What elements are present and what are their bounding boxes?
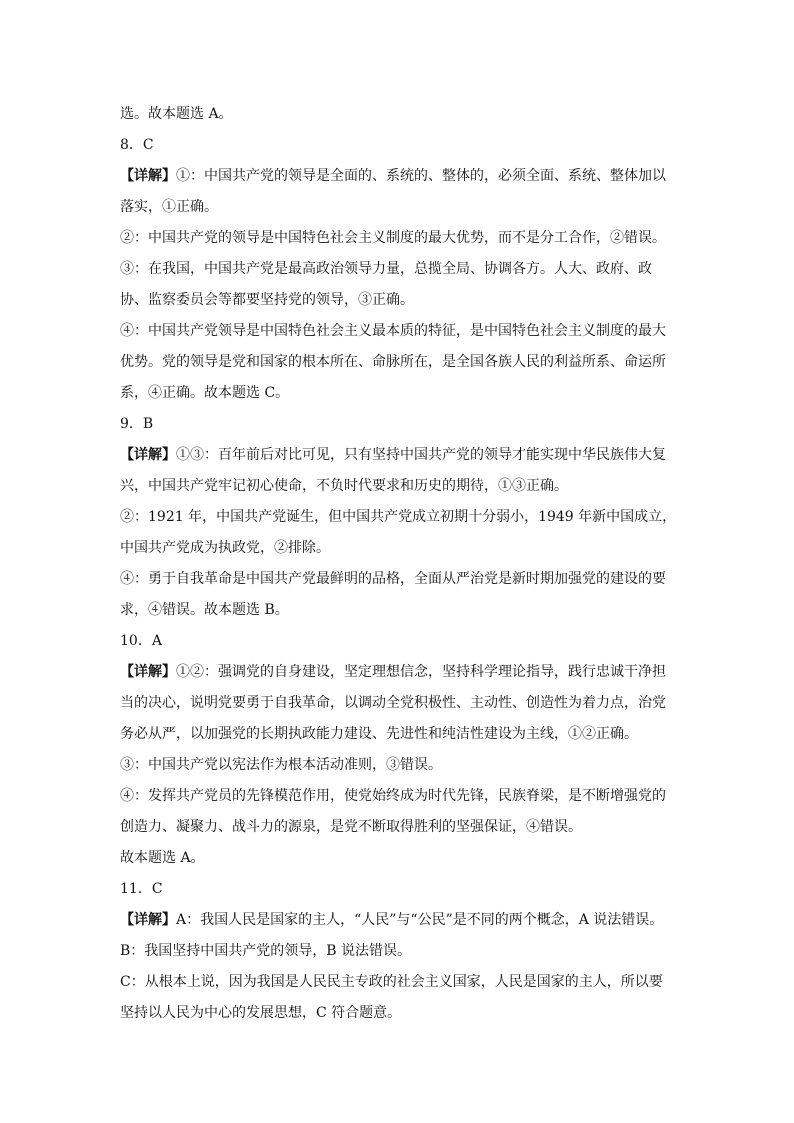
text-line: 当的决心，说明党要勇于自我革命，以调动全党积极性、主动性、创造性为着力点，治党 — [120, 695, 666, 711]
text-line: ③：中国共产党以宪法作为根本活动准则，③错误。 — [120, 757, 442, 773]
explanation-tag: 【详解】 — [120, 912, 176, 928]
document-page — [120, 99, 680, 1029]
text-line: ②：中国共产党的领导是中国特色社会主义制度的最大优势，而不是分工合作，②错误。 — [120, 230, 666, 246]
text-line: 【详解】①②：强调党的自身建设，坚定理想信念，坚持科学理论指导，践行忠诚干净担 — [120, 664, 666, 680]
answer-heading: 10．A — [120, 633, 162, 649]
text-line: ④：勇于自我革命是中国共产党最鲜明的品格，全面从严治党是新时期加强党的建设的要 — [120, 571, 666, 587]
text-line: 【详解】A：我国人民是国家的主人，“人民”与“公民”是不同的两个概念，A 说法错误。 — [120, 912, 664, 928]
text-line: 中国共产党成为执政党，②排除。 — [120, 540, 330, 556]
answer-heading: 11．C — [120, 881, 163, 897]
text-line: 落实，①正确。 — [120, 199, 218, 215]
text-line: ④：发挥共产党员的先锋模范作用，使党始终成为时代先锋，民族脊梁，是不断增强党的 — [120, 788, 666, 804]
text-line: C：从根本上说，因为我国是人民民主专政的社会主义国家，人民是国家的主人，所以要 — [120, 974, 663, 990]
text-line: 求，④错误。故本题选 B。 — [120, 602, 289, 618]
text-line: 坚持以人民为中心的发展思想，C 符合题意。 — [120, 1005, 402, 1021]
text-line: 务必从严，以加强党的长期执政能力建设、先进性和纯洁性建设为主线，①②正确。 — [120, 726, 638, 742]
answer-heading: 8．C — [120, 137, 154, 153]
explanation-tag: 【详解】 — [120, 664, 176, 680]
text-line: 【详解】①：中国共产党的领导是全面的、系统的、整体的，必须全面、系统、整体加以 — [120, 168, 666, 184]
text-line: 选。故本题选 A。 — [120, 106, 233, 122]
text-line: 【详解】①③：百年前后对比可见，只有坚持中国共产党的领导才能实现中华民族伟大复 — [120, 447, 666, 463]
text-line: 协、监察委员会等都要坚持党的领导，③正确。 — [120, 292, 414, 308]
text-line: 故本题选 A。 — [120, 850, 205, 866]
text-line: 系，④正确。故本题选 C。 — [120, 385, 290, 401]
text-line: 创造力、凝聚力、战斗力的源泉，是党不断取得胜利的坚强保证，④错误。 — [120, 819, 582, 835]
text-line: ③：在我国，中国共产党是最高政治领导力量，总揽全局、协调各方。人大、政府、政 — [120, 261, 652, 277]
text-line: 优势。党的领导是党和国家的根本所在、命脉所在，是全国各族人民的利益所系、命运所 — [120, 354, 666, 370]
explanation-tag: 【详解】 — [120, 447, 176, 463]
text-line: B：我国坚持中国共产党的领导，B 说法错误。 — [120, 943, 412, 959]
text-line: ④：中国共产党领导是中国特色社会主义最本质的特征，是中国特色社会主义制度的最大 — [120, 323, 666, 339]
text-line: ②：1921 年，中国共产党诞生，但中国共产党成立初期十分弱小，1949 年新中国成立， — [120, 509, 677, 525]
text-line: 兴，中国共产党牢记初心使命，不负时代要求和历史的期待，①③正确。 — [120, 478, 568, 494]
answer-heading: 9．B — [120, 416, 154, 432]
explanation-tag: 【详解】 — [120, 168, 176, 184]
